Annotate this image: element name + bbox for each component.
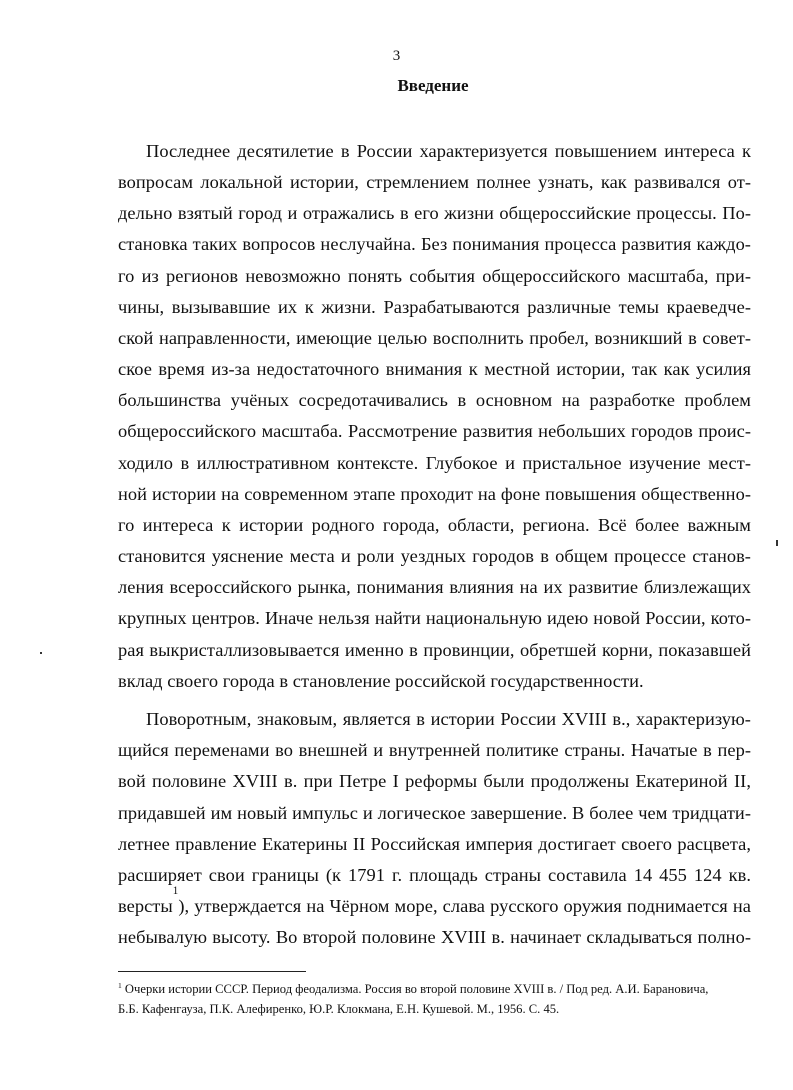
- body-text-line: Последнее десятилетие в России характеризуется повышением интереса к: [146, 141, 751, 161]
- body-text-line: летнее правление Екатерины II Российская империя достигает своего расцвета,: [118, 834, 751, 854]
- body-text-line: вопросам локальной истории, стремлением полнее узнать, как развивался от-: [118, 172, 751, 192]
- footnote-line: [118, 979, 708, 999]
- body-text-line: ной истории на современном этапе проходит на фоне повышения общественно-: [118, 484, 751, 504]
- body-text-fragment: версты: [118, 896, 173, 916]
- footnote-separator: [118, 971, 306, 972]
- body-text-line: вклад своего города в становление российской государственности.: [118, 671, 644, 691]
- body-text-line-with-footnote: [118, 885, 751, 922]
- footnote-reference[interactable]: 1: [172, 885, 179, 897]
- body-text-line: го интереса к истории родного города, области, региона. Всё более важным: [118, 515, 751, 535]
- body-text-line: становится уяснение места и роли уездных городов в общем процессе станов-: [118, 546, 751, 566]
- footnote-line: Б.Б. Кафенгауза, П.К. Алефиренко, Ю.Р. Клокмана, Е.Н. Кушевой. М., 1956. С. 45.: [118, 1002, 560, 1016]
- body-text-line: расширяет свои границы (к 1791 г. площадь страны составила 14 455 124 кв.: [118, 865, 751, 885]
- body-text-line: Поворотным, знаковым, является в истории России XVIII в., характеризую-: [146, 709, 751, 729]
- page-title: Введение: [397, 76, 469, 95]
- body-text-line: большинства учёных сосредотачивались в основном на разработке проблем: [118, 390, 751, 410]
- body-text-line: ское время из-за недостаточного внимания к местной истории, так как усилия: [118, 359, 751, 379]
- body-text-line: дельно взятый город и отражались в его жизни общероссийские процессы. По-: [118, 203, 751, 223]
- body-text-line: ской направленности, имеющие целью восполнить пробел, возникший в совет-: [118, 328, 751, 348]
- body-text-line: чины, вызывавшие их к жизни. Разрабатываются различные темы краеведче-: [118, 297, 751, 317]
- body-text-line: придавшей им новый импульс и логическое завершение. В более чем тридцати-: [118, 803, 751, 823]
- body-text-line: ходило в иллюстративном контексте. Глубокое и пристальное изучение мест-: [118, 453, 751, 473]
- body-text-line: небывалую высоту. Во второй половине XVIII в. начинает складываться полно-: [118, 927, 751, 947]
- body-text-line: становка таких вопросов неслучайна. Без понимания процесса развития каждо-: [118, 234, 751, 254]
- scan-speck: [776, 540, 778, 546]
- footnote-text: Очерки истории СССР. Период феодализма. Россия во второй половине XVIII в. / Под ред. А.И. Барановича,: [121, 982, 709, 996]
- body-text-line: щийся переменами во внешней и внутренней политике страны. Начатые в пер-: [118, 740, 751, 760]
- body-text-line: рая выкристаллизовывается именно в провинции, обретшей корни, показавшей: [118, 640, 751, 660]
- body-text-line: крупных центров. Иначе нельзя найти национальную идею новой России, кото-: [118, 608, 751, 628]
- body-text-line: вой половине XVIII в. при Петре I реформы были продолжены Екатериной II,: [118, 771, 751, 791]
- footnote-marker: 1: [118, 980, 122, 990]
- body-text-line: ления всероссийского рынка, понимания влияния на их развитие близлежащих: [118, 577, 751, 597]
- body-text-fragment: ), утверждается на Чёрном море, слава русского оружия поднимается на: [178, 896, 751, 916]
- scan-speck: [40, 652, 42, 654]
- body-text-line: го из регионов невозможно понять события общероссийского масштаба, при-: [118, 266, 751, 286]
- page-number: 3: [392, 48, 401, 64]
- body-text-line: общероссийского масштаба. Рассмотрение развития небольших городов проис-: [118, 421, 751, 441]
